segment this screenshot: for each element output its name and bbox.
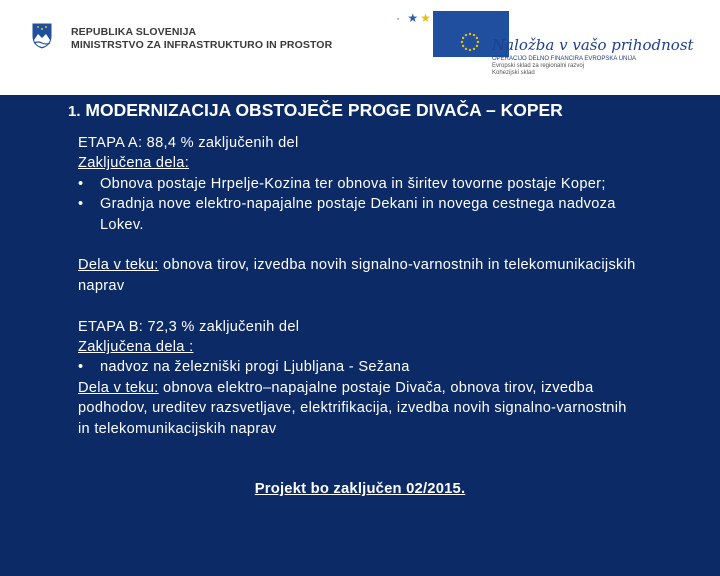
etapa-a-ongoing-label: Dela v teku: — [78, 257, 159, 274]
etapa-b-ongoing-text: obnova elektro–napajalne postaje Divača, obnova tirov, izvedba podhodov, ureditev razsvetljave, elektrifikacija, izvedba novih signalno-varnostnih in telekomunikacijskih naprav — [78, 379, 627, 437]
ministry-line-2: MINISTRSTVO ZA INFRASTRUKTURO IN PROSTOR — [71, 39, 333, 51]
slovenia-coat-of-arms-icon — [30, 22, 54, 50]
list-item-text: nadvoz na železniški progi Ljubljana - Sežana — [100, 359, 410, 376]
list-item-text: Gradnja nove elektro-napajalne postaje Dekani in novega cestnega nadvoza Lokev. — [100, 196, 616, 233]
etapa-a-heading: ETAPA A: 88,4 % zaključenih del — [78, 135, 299, 151]
etapa-a-completed-label: Zaključena dela: — [78, 155, 190, 172]
list-item — [78, 357, 638, 377]
list-item-text: Obnova postaje Hrpelje-Kozina ter obnova in širitev tovorne postaje Koper; — [100, 175, 606, 192]
list-item — [78, 174, 638, 194]
header-bar — [0, 0, 720, 95]
eu-funding-line-1: OPERACIJO DELNO FINANCIRA EVROPSKA UNIJA — [492, 56, 637, 62]
content-body — [78, 133, 638, 439]
etapa-b-completed-label: Zaključena dela : — [78, 339, 194, 356]
spacer — [78, 235, 638, 255]
eu-funding-line-3: Kohezijski sklad — [492, 69, 535, 76]
eu-funding-line-2: Evropski sklad za regionalni razvoj — [492, 62, 585, 69]
bullet-icon: • — [78, 359, 84, 376]
ministry-line-1: REPUBLIKA SLOVENIJA — [71, 26, 197, 38]
eu-flag-icon — [452, 30, 488, 54]
etapa-b-ongoing-label: Dela v teku: — [78, 379, 159, 396]
bullet-icon: • — [78, 175, 84, 192]
etapa-a-ongoing — [78, 255, 638, 296]
title-text: MODERNIZACIJA OBSTOJEČE PROGE DIVAČA – KOPER — [85, 100, 563, 120]
list-item — [78, 194, 638, 235]
completion-note — [0, 481, 720, 497]
title-number: 1. — [68, 103, 81, 120]
etapa-b-ongoing — [78, 378, 638, 439]
eu-funding-note — [492, 56, 672, 76]
etapa-b-heading: ETAPA B: 72,3 % zaključenih del — [78, 318, 300, 335]
bullet-icon: • — [78, 196, 84, 213]
page-title — [68, 100, 563, 121]
eu-slogan: Naložba v vašo prihodnost — [492, 36, 694, 54]
completion-note-text: Projekt bo zaključen 02/2015. — [254, 481, 466, 497]
eu-stars-icon: · ★★ — [396, 11, 433, 25]
etapa-a-ongoing-text: obnova tirov, izvedba novih signalno-varnostnih in telekomunikacijskih naprav — [78, 257, 636, 294]
spacer — [78, 296, 638, 316]
eu-logo — [396, 8, 694, 88]
ministry-name — [71, 26, 332, 52]
